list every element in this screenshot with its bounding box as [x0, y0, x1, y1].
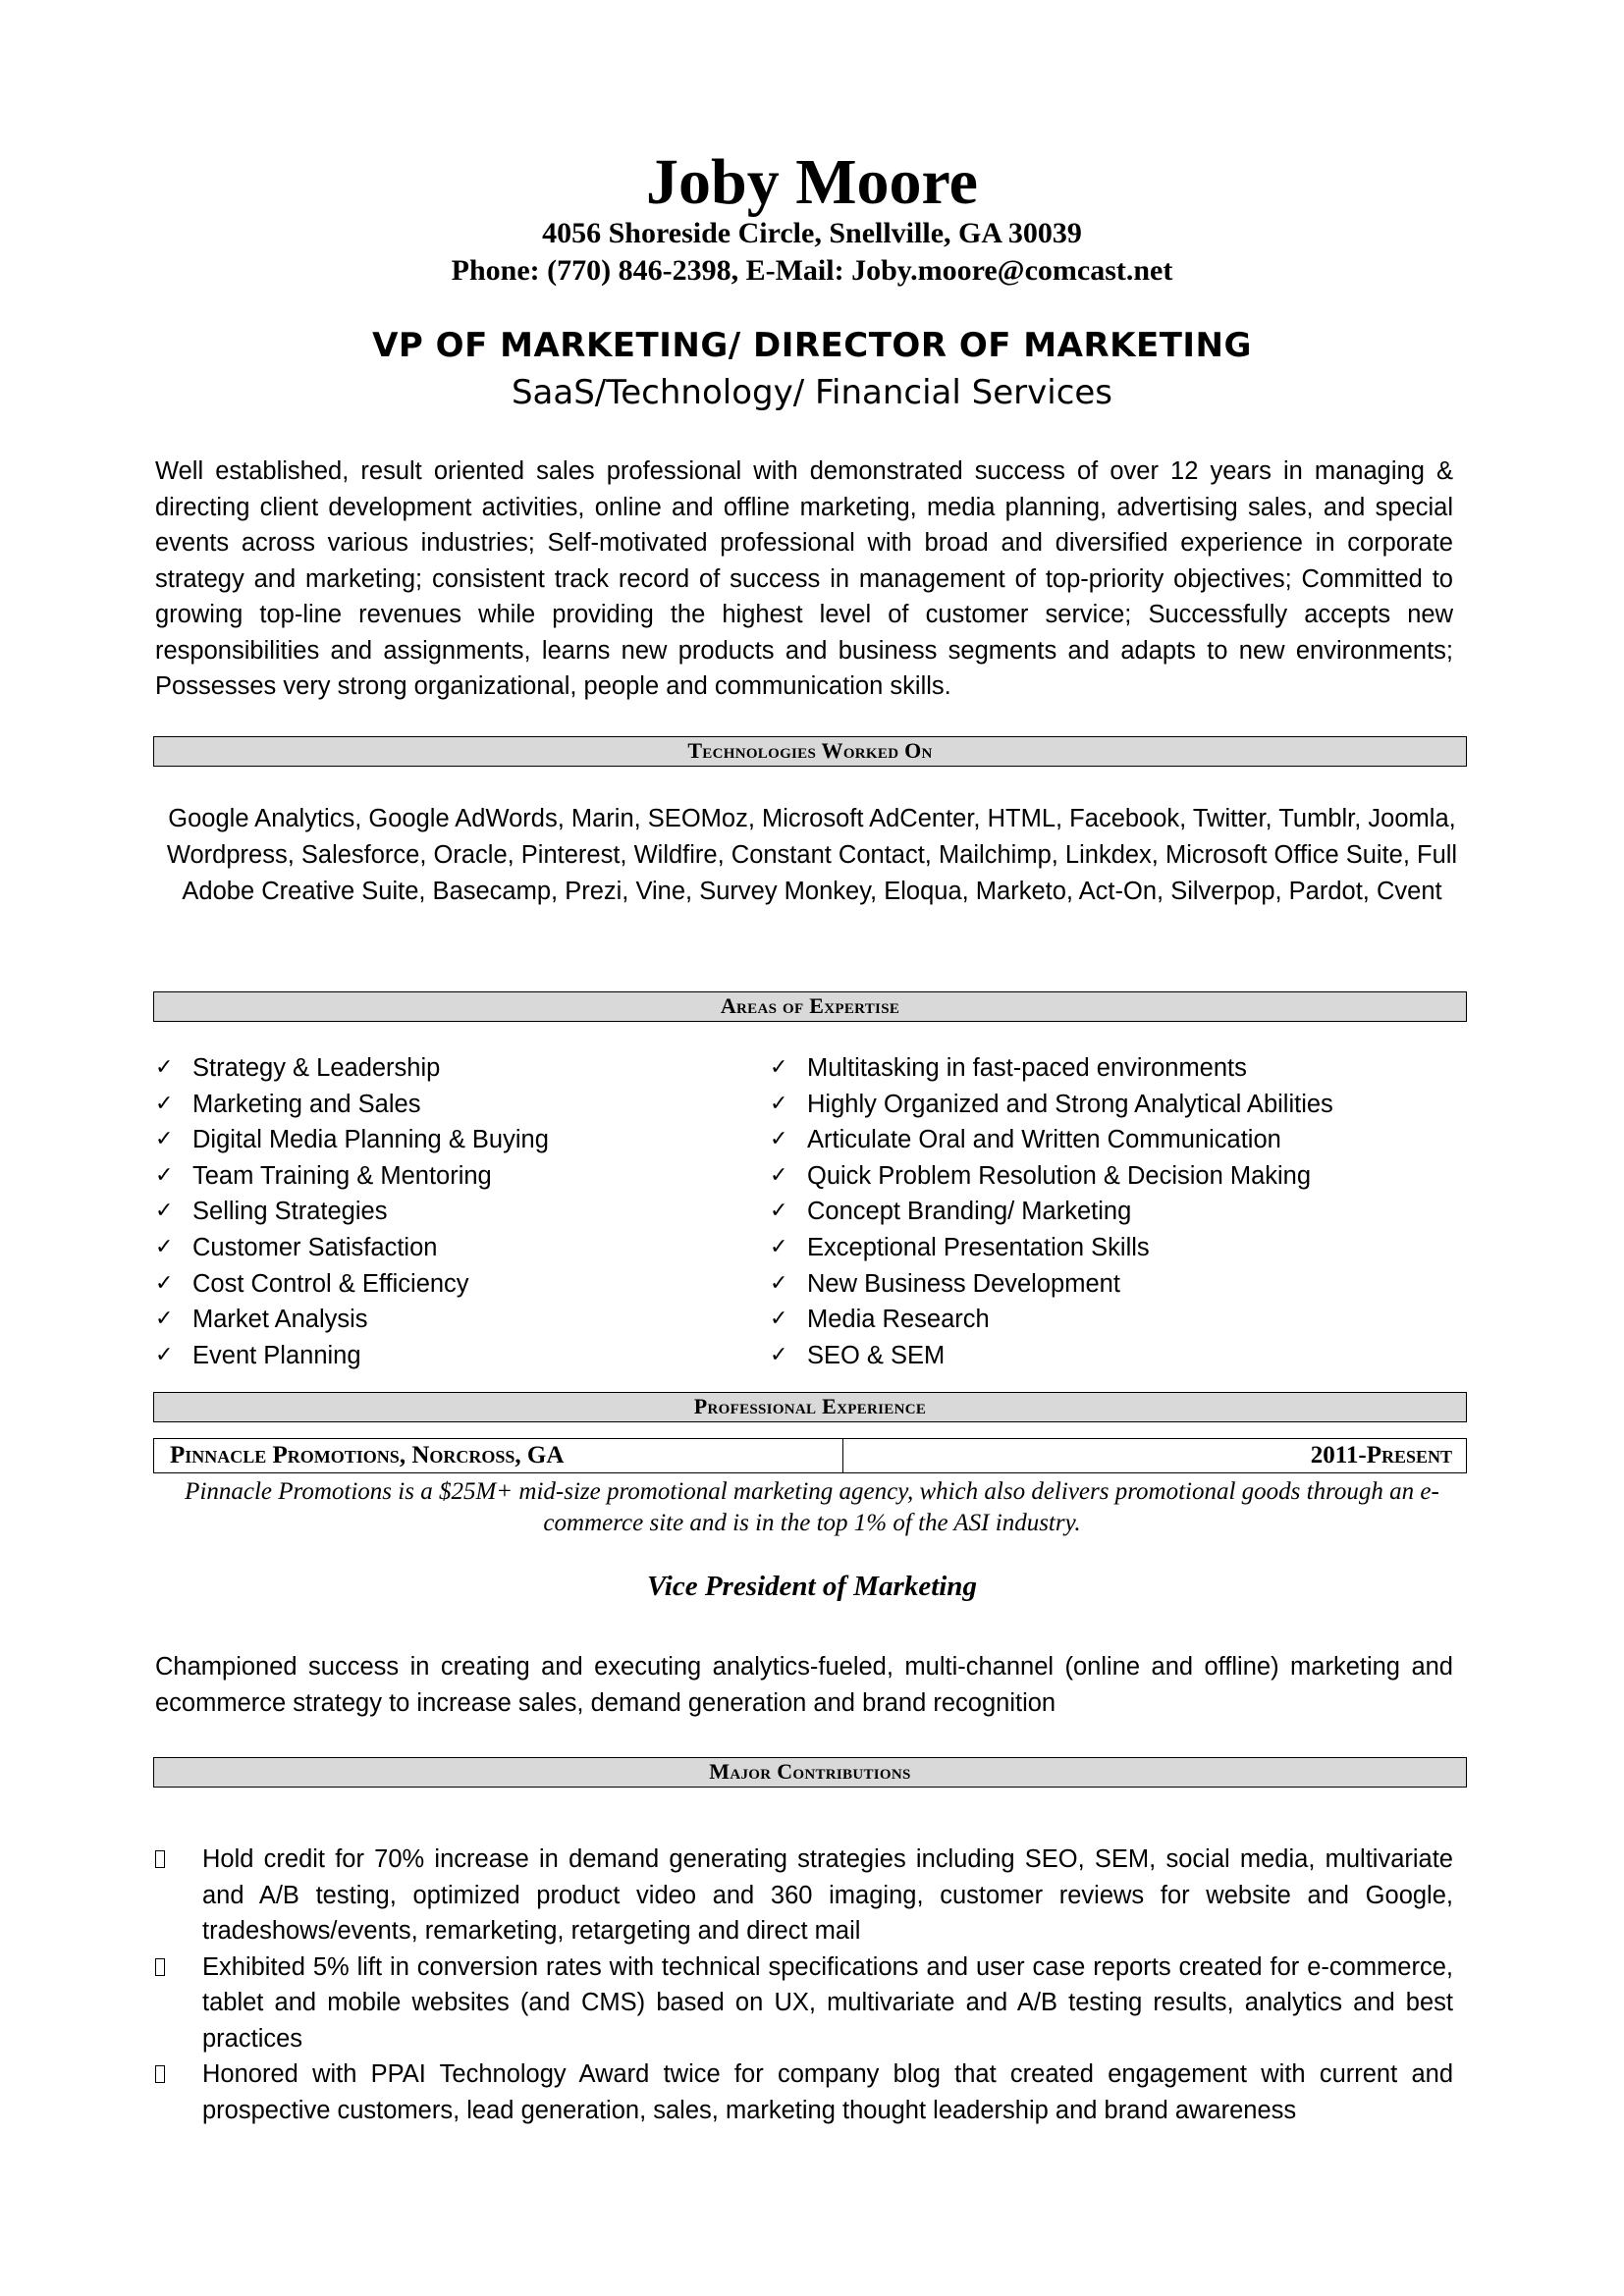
list-item — [155, 1338, 744, 1374]
expertise-item-label: Quick Problem Resolution & Decision Making — [807, 1161, 1312, 1190]
checkmark-icon: ✓ — [770, 1162, 788, 1188]
expertise-item-label: Digital Media Planning & Buying — [192, 1126, 549, 1154]
expertise-item-label: Highly Organized and Strong Analytical Abilities — [807, 1090, 1333, 1118]
checkmark-icon: ✓ — [155, 1234, 174, 1259]
checkmark-icon: ✓ — [155, 1199, 174, 1224]
contribution-text: Honored with PPAI Technology Award twice for company blog that created engagement with current and prospective customers, lead generation, sales, marketing thought leadership and brand awareness — [202, 2060, 1453, 2124]
list-item — [770, 1194, 1477, 1230]
candidate-name: Joby Moore — [646, 146, 978, 218]
list-item — [155, 1050, 744, 1087]
professional-summary: Well established, result oriented sales professional with demonstrated success of over 12 years in managing & directing client development activities, online and offline marketing, media planning, advertising sales, and special events across various industries; Self-motivated professional with broad and diversified experience in corporate strategy and marketing; consistent track record of success in management of top-priority objectives; Committed to growing top-line revenues while providing the highest level of customer service; Successfully accepts new responsibilities and assignments, learns new products and business segments and adapts to new environments; Possesses very strong organizational, people and communication skills. — [155, 457, 1453, 700]
expertise-list-left — [155, 1050, 744, 1373]
checkmark-icon: ✓ — [155, 1127, 174, 1152]
expertise-item-label: Multitasking in fast-paced environments — [807, 1054, 1247, 1082]
list-item — [770, 1122, 1477, 1158]
job-company: Pinnacle Promotions, Norcross, GA — [154, 1439, 843, 1472]
bullet-box-icon — [155, 1958, 165, 1976]
expertise-item-label: Customer Satisfaction — [192, 1233, 438, 1261]
contribution-text: Hold credit for 70% increase in demand generating strategies including SEO, SEM, social media, multivariate and A/B testing, optimized product video and 360 imaging, customer reviews for website and Google, tradeshows/events, remarketing, retargeting and direct mail — [202, 1845, 1453, 1945]
contribution-text: Exhibited 5% lift in conversion rates with technical specifications and user case reports created for e-commerce, tablet and mobile websites (and CMS) based on UX, multivariate and A/B testing results, analytics and best practices — [202, 1952, 1453, 2053]
expertise-item-label: Concept Branding/ Marketing — [807, 1198, 1132, 1226]
expertise-item-label: Marketing and Sales — [192, 1090, 421, 1118]
section-heading-experience: Professional Experience — [153, 1392, 1467, 1422]
bullet-box-icon — [155, 1850, 165, 1868]
list-item — [770, 1266, 1477, 1303]
job-header-row — [153, 1438, 1467, 1473]
checkmark-icon: ✓ — [155, 1162, 174, 1188]
expertise-item-label: SEO & SEM — [807, 1341, 946, 1369]
list-item — [770, 1230, 1477, 1266]
checkmark-icon: ✓ — [770, 1055, 788, 1080]
expertise-item-label: Market Analysis — [192, 1306, 368, 1334]
candidate-contact: Phone: (770) 846-2398, E-Mail: Joby.moore@comcast.net — [451, 254, 1173, 287]
list-item — [155, 1949, 1453, 2057]
checkmark-icon: ✓ — [155, 1342, 174, 1367]
section-heading-contributions: Major Contributions — [153, 1757, 1467, 1788]
list-item — [155, 1230, 744, 1266]
checkmark-icon: ✓ — [770, 1091, 788, 1116]
checkmark-icon: ✓ — [155, 1307, 174, 1332]
list-item — [155, 1087, 744, 1123]
list-item — [770, 1158, 1477, 1195]
expertise-item-label: Team Training & Mentoring — [192, 1161, 492, 1190]
checkmark-icon: ✓ — [770, 1342, 788, 1367]
checkmark-icon: ✓ — [770, 1307, 788, 1332]
candidate-address: 4056 Shoreside Circle, Snellville, GA 30039 — [542, 217, 1082, 249]
checkmark-icon: ✓ — [770, 1199, 788, 1224]
job-role-title: Vice President of Marketing — [647, 1571, 977, 1602]
expertise-item-label: Exceptional Presentation Skills — [807, 1233, 1150, 1261]
checkmark-icon: ✓ — [155, 1055, 174, 1080]
company-description: Pinnacle Promotions is a $25M+ mid-size promotional marketing agency, which also delivers promotional goods through an e-commerce site and is in the top 1% of the ASI industry. — [185, 1478, 1439, 1536]
list-item — [155, 1842, 1453, 1949]
section-heading-expertise: Areas of Expertise — [153, 991, 1467, 1022]
job-dates: 2011-Present — [1310, 1442, 1452, 1468]
checkmark-icon: ✓ — [770, 1234, 788, 1259]
list-item — [770, 1087, 1477, 1123]
checkmark-icon: ✓ — [770, 1127, 788, 1152]
list-item — [155, 1302, 744, 1338]
expertise-list-right — [770, 1050, 1477, 1373]
list-item — [155, 1194, 744, 1230]
section-heading-technologies: Technologies Worked On — [153, 736, 1467, 767]
contributions-list — [155, 1842, 1453, 2128]
headline-subtitle: SaaS/Technology/ Financial Services — [511, 373, 1113, 412]
technologies-list: Google Analytics, Google AdWords, Marin, SEOMoz, Microsoft AdCenter, HTML, Facebook, Twitter, Tumblr, Joomla, Wordpress, Salesforce, Oracle, Pinterest, Wildfire, Constant Contact, Mailchimp, Linkdex, Microsoft Office Suite, Full Adobe Creative Suite, Basecamp, Prezi, Vine, Survey Monkey, Eloqua, Marketo, Act-On, Silverpop, Pardot, Cvent — [166, 805, 1458, 905]
expertise-item-label: Cost Control & Efficiency — [192, 1269, 469, 1298]
list-item — [155, 1158, 744, 1195]
expertise-item-label: New Business Development — [807, 1269, 1120, 1298]
checkmark-icon: ✓ — [155, 1091, 174, 1116]
headline-title: VP OF MARKETING/ DIRECTOR OF MARKETING — [372, 326, 1252, 365]
expertise-item-label: Event Planning — [192, 1341, 361, 1369]
checkmark-icon: ✓ — [770, 1270, 788, 1296]
bullet-box-icon — [155, 2065, 165, 2083]
checkmark-icon: ✓ — [155, 1270, 174, 1296]
expertise-item-label: Media Research — [807, 1306, 990, 1334]
role-summary: Championed success in creating and executing analytics-fueled, multi-channel (online and offline) marketing and ecommerce strategy to increase sales, demand generation and brand recognition — [155, 1653, 1453, 1717]
expertise-item-label: Articulate Oral and Written Communication — [807, 1126, 1281, 1154]
list-item — [770, 1050, 1477, 1087]
expertise-item-label: Strategy & Leadership — [192, 1054, 441, 1082]
list-item — [770, 1338, 1477, 1374]
list-item — [155, 1122, 744, 1158]
list-item — [770, 1302, 1477, 1338]
expertise-item-label: Selling Strategies — [192, 1198, 388, 1226]
list-item — [155, 2056, 1453, 2128]
list-item — [155, 1266, 744, 1303]
